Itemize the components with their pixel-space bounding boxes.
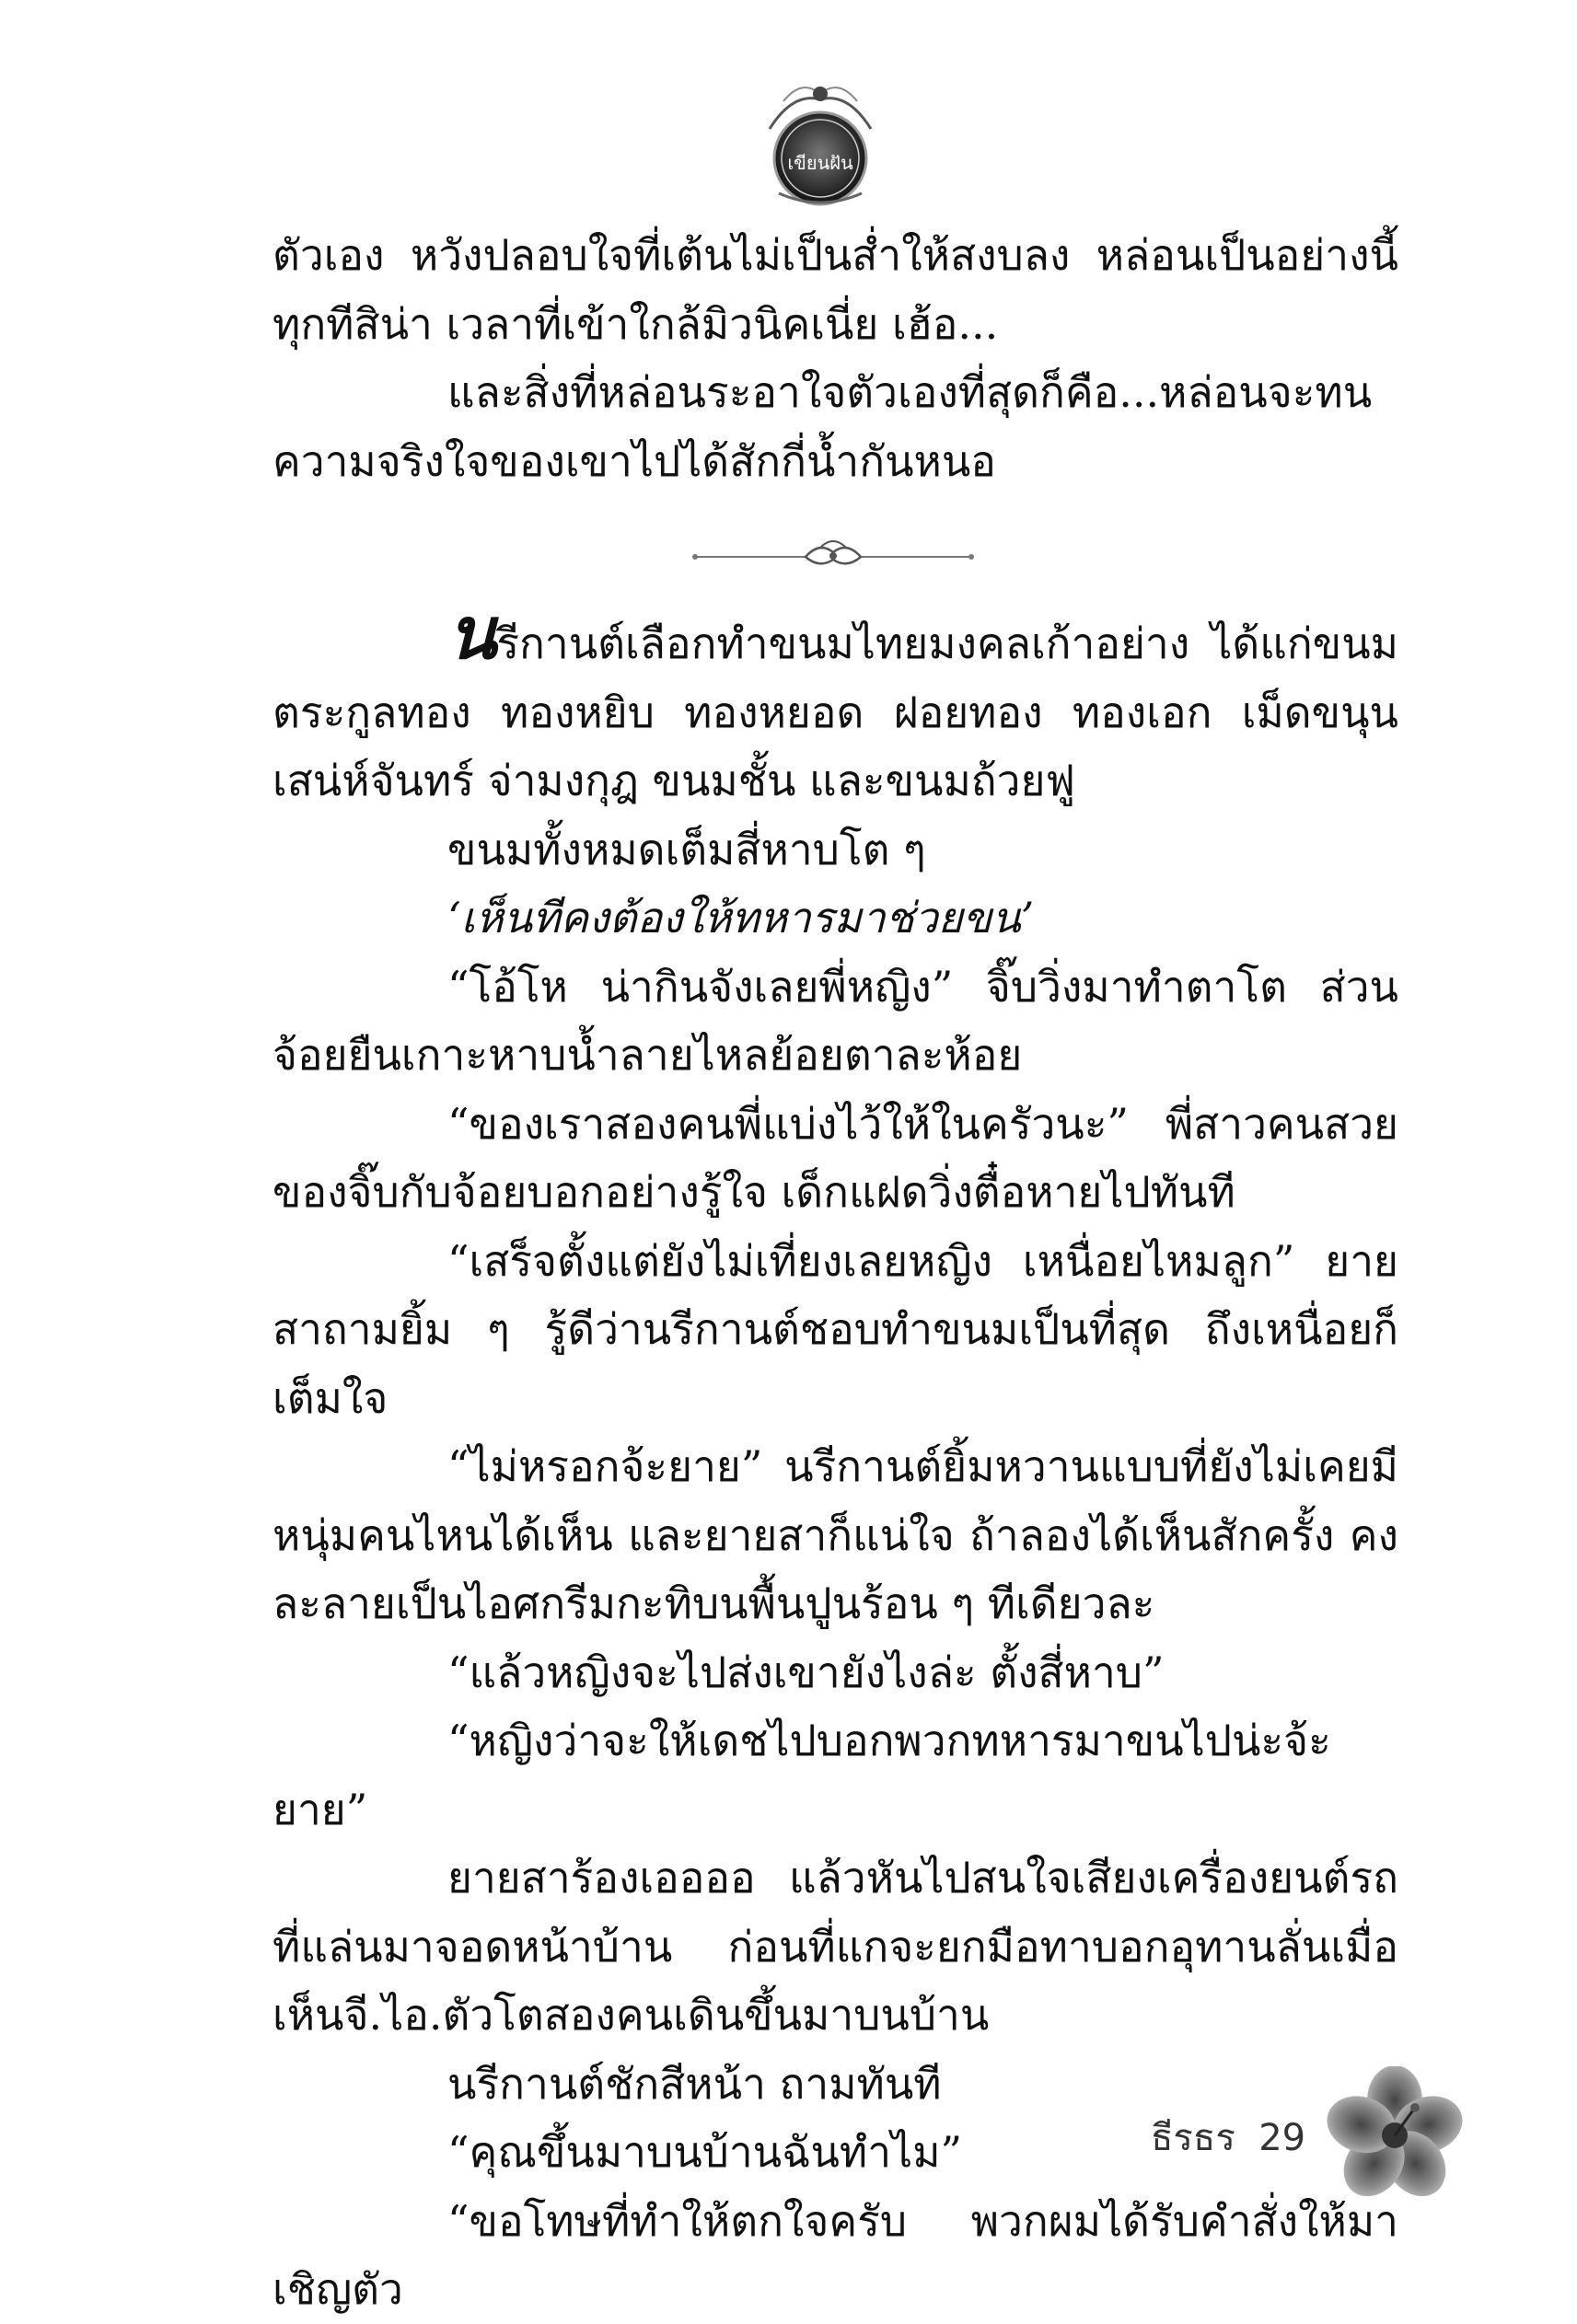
- ornament-divider: [690, 532, 976, 578]
- drop-cap: น: [447, 592, 497, 676]
- paragraph: ขนมทั้งหมดเต็มสี่หาบโต ๆ: [447, 824, 926, 874]
- page-footer: [1151, 2108, 1305, 2167]
- page-number: 29: [1258, 2117, 1306, 2159]
- paragraph: “ไม่หรอกจ้ะยาย” นรีกานต์ยิ้มหวานแบบที่ยังไม่เคยมีหนุ่มคนไหนได้เห็น และยายสาก็แน่ใจ ถ้าลองได้เห็นสักครั้ง คงละลายเป็นไอศกรีมกะทิบนพื้นปูนร้อน ๆ ทีเดียวละ: [272, 1441, 1398, 1628]
- footer-title: ธีรธร: [1151, 2117, 1235, 2159]
- paragraph: และสิ่งที่หล่อนระอาใจตัวเองที่สุดก็คือ...หล่อนจะทนความจริงใจของเขาไปได้สักกี่น้ำกันหนอ: [272, 367, 1373, 486]
- paragraph: “ของเราสองคนพี่แบ่งไว้ให้ในครัวนะ” พี่สาวคนสวยของจิ๊บกับจ้อยบอกอย่างรู้ใจ เด็กแฝดวิ่งตื๋อหายไปทันที: [272, 1098, 1398, 1217]
- paragraph-thought: ‘เห็นทีคงต้องให้ทหารมาช่วยขน’: [447, 893, 1035, 942]
- paragraph-first: [272, 592, 1398, 815]
- header-emblem: [751, 74, 889, 212]
- hibiscus-flower-icon: [1326, 2066, 1464, 2204]
- paragraph: “แล้วหญิงจะไปส่งเขายังไงล่ะ ตั้งสี่หาบ”: [447, 1647, 1165, 1697]
- section-1: [272, 221, 1398, 495]
- paragraph-first-text: รีกานต์เลือกทำขนมไทยมงคลเก้าอย่าง ได้แก่ขนมตระกูลทอง ทองหยิบ ทองหยอด ฝอยทอง ทองเอก เม็ดขนุน เสน่ห์จันทร์ จ่ามงกุฎ ขนมชั้น และขนมถ้วยฟู: [272, 619, 1398, 805]
- paragraph: “คุณขึ้นมาบนบ้านฉันทำไม”: [447, 2127, 963, 2177]
- paragraph: “โอ้โห น่ากินจังเลยพี่หญิง” จิ๊บวิ่งมาทำตาโต ส่วนจ้อยยืนเกาะหาบน้ำลายไหลย้อยตาละห้อย: [272, 961, 1398, 1080]
- section-2: [272, 592, 1398, 2324]
- paragraph: “เสร็จตั้งแต่ยังไม่เที่ยงเลยหญิง เหนื่อยไหมลูก” ยายสาถามยิ้ม ๆ รู้ดีว่านรีกานต์ชอบทำขนมเป็นที่สุด ถึงเหนื่อยก็เต็มใจ: [272, 1235, 1398, 1423]
- paragraph: “ขอโทษที่ทำให้ตกใจครับ พวกผมได้รับคำสั่งให้มาเชิญตัว: [272, 2195, 1398, 2314]
- paragraph: นรีกานต์ชักสีหน้า ถามทันที: [447, 2058, 942, 2109]
- paragraph: “หญิงว่าจะให้เดชไปบอกพวกทหารมาขนไปน่ะจ้ะยาย”: [272, 1716, 1331, 1834]
- paragraph: ตัวเอง หวังปลอบใจที่เต้นไม่เป็นส่ำให้สงบลง หล่อนเป็นอย่างนี้ทุกทีสิน่า เวลาที่เข้าใกล้มิวนิคเนี่ย เฮ้อ...: [272, 230, 1398, 349]
- paragraph: ยายสาร้องเออออ แล้วหันไปสนใจเสียงเครื่องยนต์รถที่แล่นมาจอดหน้าบ้าน ก่อนที่แกจะยกมือทาบอกอุทานลั่นเมื่อเห็นจี.ไอ.ตัวโตสองคนเดินขึ้นมาบนบ้าน: [272, 1853, 1398, 2040]
- emblem-label: เขียนฝัน: [787, 152, 853, 174]
